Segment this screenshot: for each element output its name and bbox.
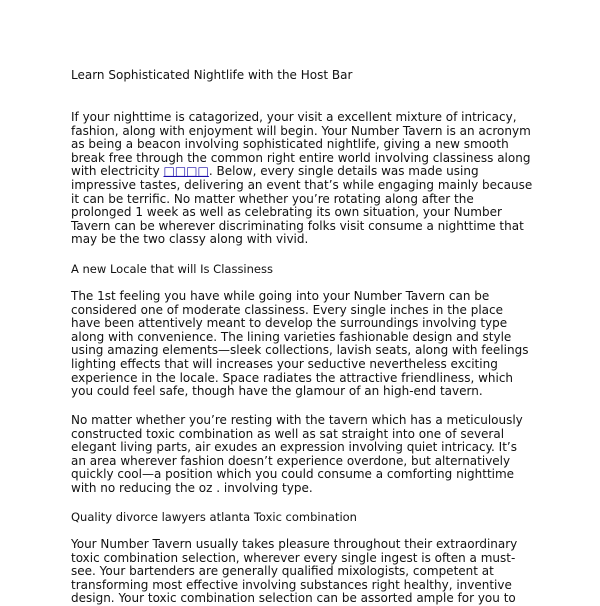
section-heading-locale: A new Locale that will Is Classiness <box>71 262 273 276</box>
document-title: Learn Sophisticated Nightlife with the Host Bar <box>71 68 353 82</box>
paragraph-intro-text-before: If your nighttime is catagorized, your visit a excellent mixture of intricacy, fashion, along with enjoyment will begin. Your Number Tavern is an acronym as being a beacon involving sophisticated nightlife, giving a new smooth break free through the common right entire world involving classiness along with electricity <box>71 110 531 179</box>
paragraph-intro <box>71 111 533 247</box>
paragraph-locale: The 1st feeling you have while going into your Number Tavern can be considered one of moderate classiness. Every single inches in the place have been attentively meant to develop the surroundings involving type along with convenience. The lining varieties fashionable design and style using amazing elements—sleek collections, lavish seats, along with feelings lighting effects that will increases your seductive nevertheless exciting experience in the locale. Space radiates the attractive friendliness, which you could feel safe, though have the glamour of an high-end tavern. <box>71 289 529 399</box>
paragraph-atmosphere: No matter whether you’re resting with the tavern which has a meticulously constructed toxic combination as well as sat straight into one of several elegant living parts, air exudes an expression involving quiet intricacy. It’s an area wherever fashion doesn’t experience overdone, but alternatively quickly cool—a position which you could consume a comforting nighttime with no reducing the oz . involving type. <box>71 413 523 495</box>
paragraph-intro-text-after: . Below, every single details was made using impressive tastes, delivering an event that’s while engaging mainly because it can be terrific. No matter whether you’re rotating along after the prolonged 1 week as well as celebrating its own situation, your Number Tavern can be wherever discriminating folks visit consume a nighttime that may be the two classy along with vivid. <box>71 164 533 247</box>
inline-link[interactable]: □□□□ <box>163 164 209 179</box>
paragraph-cocktails: Your Number Tavern usually takes pleasure throughout their extraordinary toxic combination selection, wherever every single ingest is often a must-see. Your bartenders are generally qualified mixologists, competent at transforming most effective involving substances right healthy, inventive design. Your toxic combination selection can be assorted ample for you to <box>71 537 518 606</box>
section-heading-cocktails: Quality divorce lawyers atlanta Toxic combination <box>71 510 357 524</box>
